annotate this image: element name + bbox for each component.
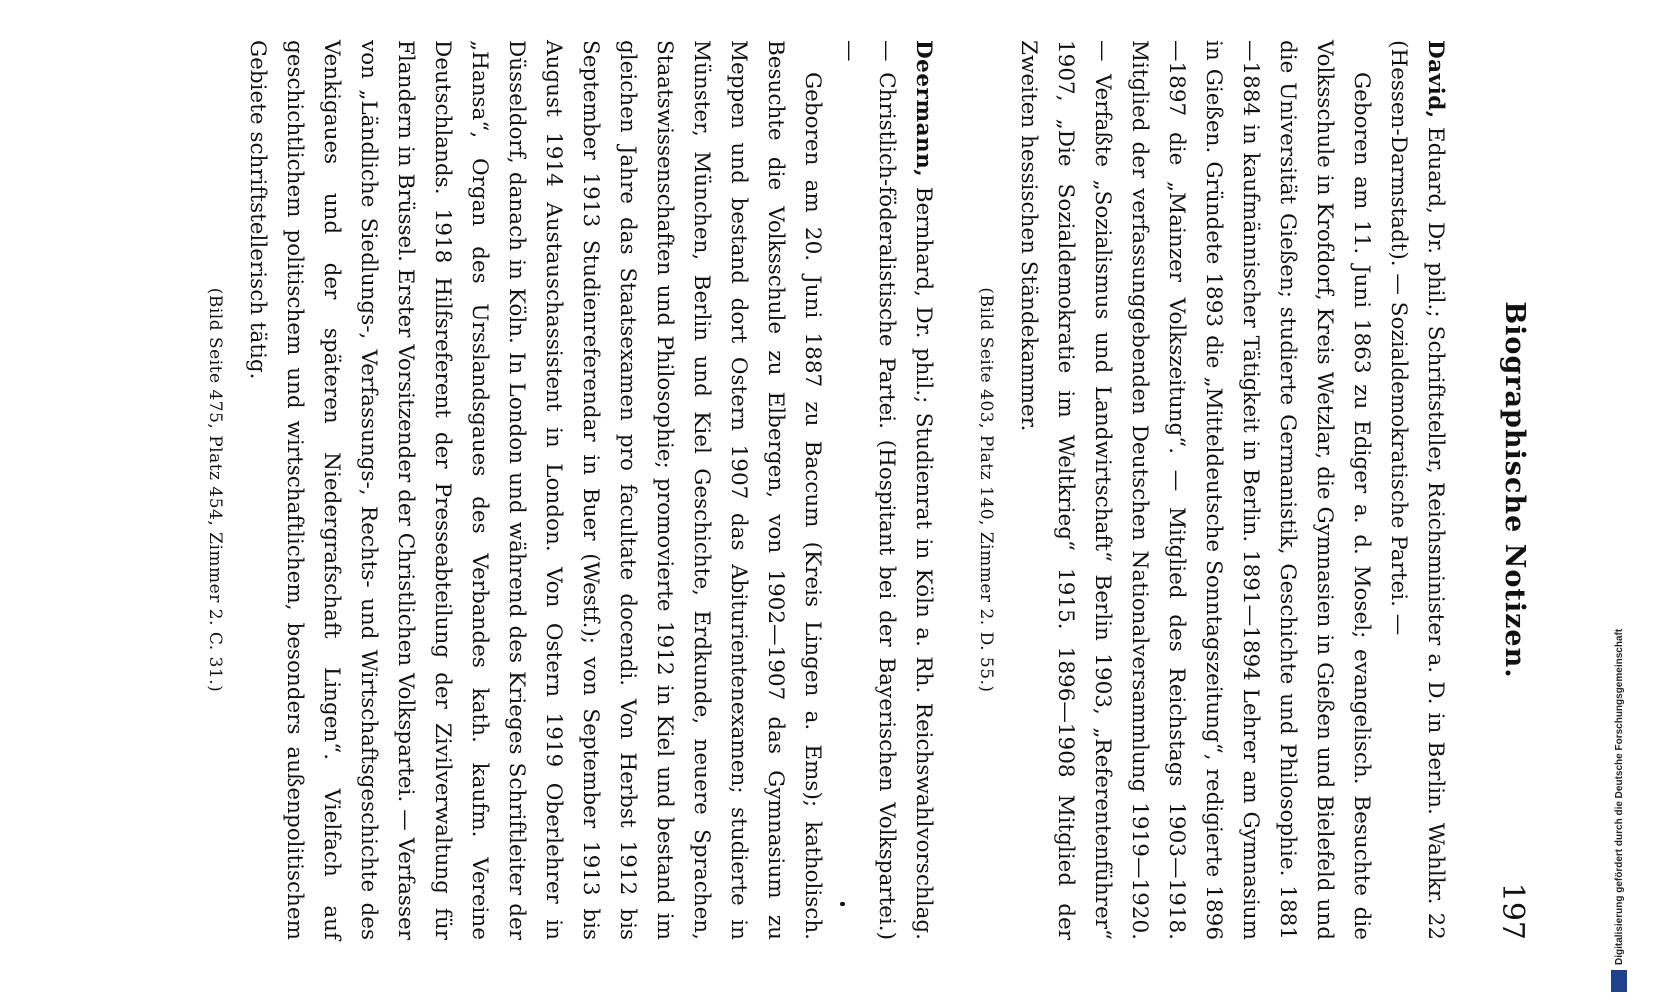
digitization-credit: Digitalisierung gefördert durch die Deutsche Forschungsgemeinschaft (1614, 628, 1625, 965)
page-header (1480, 40, 1530, 940)
picture-reference: (Bild Seite 403, Platz 140, Zimmer 2. D. 55.) (976, 287, 996, 693)
entry-lead-text: Bernhard, Dr. phil.; Studienrat in Köln a. Rh. Reichswahlvorschlag. — Christlich-föderalistische Partei. (Hospitant bei der Bayerischen Volkspartei.) — (837, 40, 936, 940)
entry-biography: Geboren am 11. Juni 1863 zu Ediger a. d. Mosel; evangelisch. Besuchte die Volksschule in Krofdorf, Kreis Wetzlar, die Gymnasien in Gießen und Bielefeld und die Universität Gießen; studierte Germanistik, Geschichte und Philosophie. 1881—1884 in kaufmännischer Tätigkeit in Berlin. 1891—1894 Lehrer am Gymnasium in Gießen. Gründete 1893 die „Mitteldeutsche Sonntagszeitung“, redigierte 1896—1897 die „Mainzer Volkszeitung“. — Mitglied des Reichstags 1903—1918. Mitglied der verfassunggebenden Deutschen Nationalversammlung 1919—1920. — Verfaßte „Sozialismus und Landwirtschaft“ Berlin 1903, „Referentenführer“ 1907, „Die Sozialdemokratie im Weltkrieg“ 1915. 1896—1908 Mitglied der Zweiten hessischen Ständekammer. (1016, 40, 1374, 940)
entry-lead (831, 40, 942, 940)
page-number: 197 (1495, 882, 1530, 940)
biography-entry-david (976, 40, 1454, 940)
print-speck (840, 902, 845, 906)
entry-name: Deermann, (911, 40, 936, 178)
dfg-logo-icon (1611, 970, 1627, 992)
entry-name: David, (1423, 40, 1448, 119)
entry-lead-text: Eduard, Dr. phil.; Schriftsteller, Reichsminister a. D. in Berlin. Wahlkr. 22 (Hessen-Darmstadt). — Sozialdemokratische Partei. — (1386, 40, 1448, 940)
page-title: Biographische Notizen. (1499, 301, 1530, 679)
page-content (205, 40, 1530, 940)
picture-reference: (Bild Seite 475, Platz 454, Zimmer 2. C. 31.) (205, 287, 225, 693)
biography-entry-deermann (205, 40, 942, 940)
entry-lead (1380, 40, 1454, 940)
digitization-credit-strip (1598, 0, 1644, 1000)
entry-biography: Geboren am 20. Juni 1887 zu Baccum (Kreis Lingen a. Ems); katholisch. Besuchte die Volksschule zu Elbergen, von 1902—1907 das Gymnasium zu Meppen und bestand dort Ostern 1907 das Abiturientenexamen; studierte in Münster, München, Berlin und Kiel Geschichte, Erdkunde, neuere Sprachen, Staatswissenschaften und Philosophie; promovierte 1912 in Kiel und bestand im gleichen Jahre das Staatsexamen pro facultate docendi. Von Herbst 1912 bis September 1913 Studienreferendar in Buer (Westf.); von September 1913 bis August 1914 Austauschassistent in London. Von Ostern 1919 Oberlehrer in Düsseldorf, danach in Köln. In London und während des Krieges Schriftleiter der „Hansa“, Organ des Ursslandsgaues des Verbandes kath. kaufm. Vereine Deutschlands. 1918 Hilfsreferent der Presseabteilung der Zivilverwaltung für Flandern in Brüssel. Erster Vorsitzender der Christlichen Volkspartei. — Verfasser von „Ländliche Siedlungs-, Verfassungs-, Rechts- und Wirtschaftsgeschichte des Venkigaues und der späteren Niedergrafschaft Lingen“. Vielfach auf geschichtlichem politischem und wirtschaftlichem, besonders außenpolitischem Gebiete schriftstellerisch tätig. (245, 40, 825, 940)
